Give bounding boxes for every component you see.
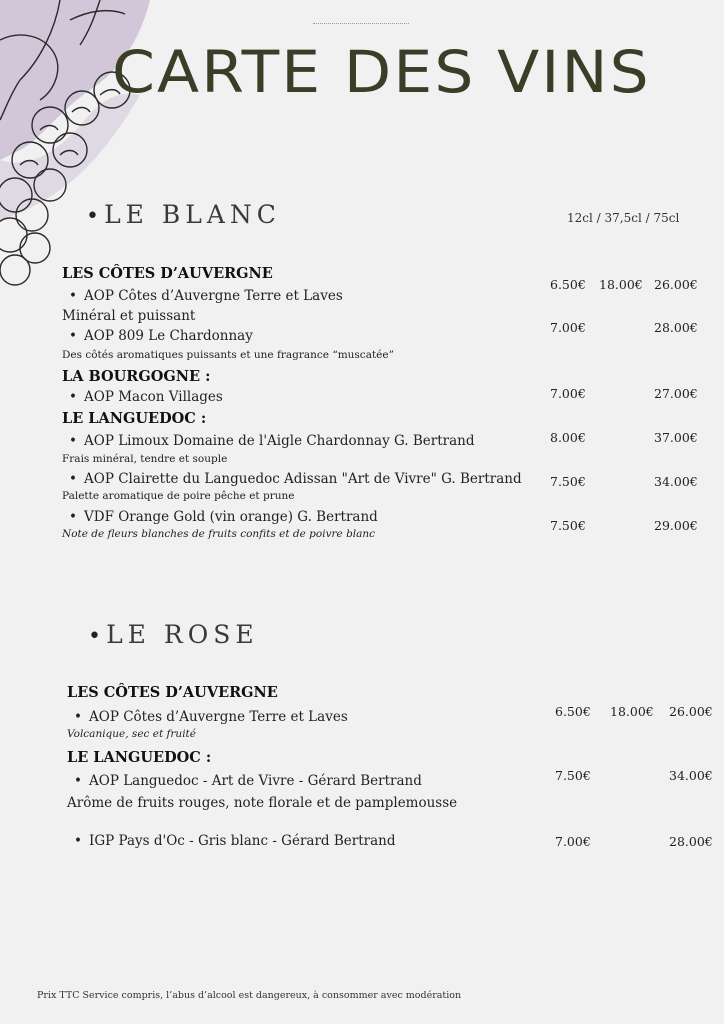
wine-item: • IGP Pays d'Oc - Gris blanc - Gérard Bertrand bbox=[74, 833, 396, 849]
region-heading: LA BOURGOGNE : bbox=[62, 368, 211, 385]
wine-item: • VDF Orange Gold (vin orange) G. Bertrand bbox=[69, 509, 378, 525]
wine-note: Palette aromatique de poire pêche et prune bbox=[62, 490, 295, 502]
region-heading: LE LANGUEDOC : bbox=[67, 749, 212, 766]
section-blanc-heading bbox=[86, 200, 281, 229]
price-75cl: 28.00€ bbox=[669, 834, 713, 849]
price-12cl: 7.50€ bbox=[550, 518, 586, 533]
wine-item: • AOP 809 Le Chardonnay bbox=[69, 328, 253, 344]
price-75cl: 26.00€ bbox=[654, 277, 698, 292]
price-12cl: 8.00€ bbox=[550, 430, 586, 445]
bullet-dot: • bbox=[86, 204, 99, 229]
price-75cl: 28.00€ bbox=[654, 320, 698, 335]
wine-note: Frais minéral, tendre et souple bbox=[62, 453, 228, 465]
region-heading: LES CÔTES D’AUVERGNE bbox=[62, 265, 273, 282]
price-75cl: 27.00€ bbox=[654, 386, 698, 401]
price-75cl: 29.00€ bbox=[654, 518, 698, 533]
wine-item: • AOP Clairette du Languedoc Adissan "Art de Vivre" G. Bertrand bbox=[69, 471, 522, 487]
wine-item: • AOP Côtes d’Auvergne Terre et Laves bbox=[69, 288, 343, 304]
wine-item: • AOP Côtes d’Auvergne Terre et Laves bbox=[74, 709, 348, 725]
wine-item: • AOP Macon Villages bbox=[69, 389, 223, 405]
wine-note: Note de fleurs blanches de fruits confits et de poivre blanc bbox=[62, 528, 376, 540]
price-12cl: 7.50€ bbox=[555, 768, 591, 783]
price-12cl: 6.50€ bbox=[555, 704, 591, 719]
region-heading: LES CÔTES D’AUVERGNE bbox=[67, 684, 278, 701]
wine-note: Arôme de fruits rouges, note florale et de pamplemousse bbox=[67, 795, 458, 811]
price-75cl: 37.00€ bbox=[654, 430, 698, 445]
section-title: LE ROSE bbox=[106, 620, 259, 649]
wine-note: Minéral et puissant bbox=[62, 308, 196, 324]
price-12cl: 7.00€ bbox=[550, 320, 586, 335]
wine-note: Des côtés aromatiques puissants et une fragrance “muscatée” bbox=[62, 349, 394, 361]
bullet-dot: • bbox=[88, 624, 101, 649]
wine-item: • AOP Languedoc - Art de Vivre - Gérard Bertrand bbox=[74, 773, 422, 789]
price-75cl: 34.00€ bbox=[669, 768, 713, 783]
page-title: CARTE DES VINS bbox=[112, 38, 651, 106]
wine-item: • AOP Limoux Domaine de l'Aigle Chardonnay G. Bertrand bbox=[69, 433, 475, 449]
title-divider bbox=[313, 23, 409, 24]
wine-note: Volcanique, sec et fruité bbox=[67, 728, 196, 740]
size-header: 12cl / 37,5cl / 75cl bbox=[567, 211, 680, 225]
section-title: LE BLANC bbox=[104, 200, 281, 229]
footer-disclaimer: Prix TTC Service compris, l’abus d’alcool est dangereux, à consommer avec modération bbox=[37, 990, 462, 1001]
section-rose-heading bbox=[88, 620, 259, 649]
price-12cl: 7.00€ bbox=[550, 386, 586, 401]
price-12cl: 7.00€ bbox=[555, 834, 591, 849]
price-37cl: 18.00€ bbox=[599, 277, 643, 292]
price-37cl: 18.00€ bbox=[610, 704, 654, 719]
price-75cl: 34.00€ bbox=[654, 474, 698, 489]
price-12cl: 7.50€ bbox=[550, 474, 586, 489]
price-12cl: 6.50€ bbox=[550, 277, 586, 292]
price-75cl: 26.00€ bbox=[669, 704, 713, 719]
region-heading: LE LANGUEDOC : bbox=[62, 410, 207, 427]
